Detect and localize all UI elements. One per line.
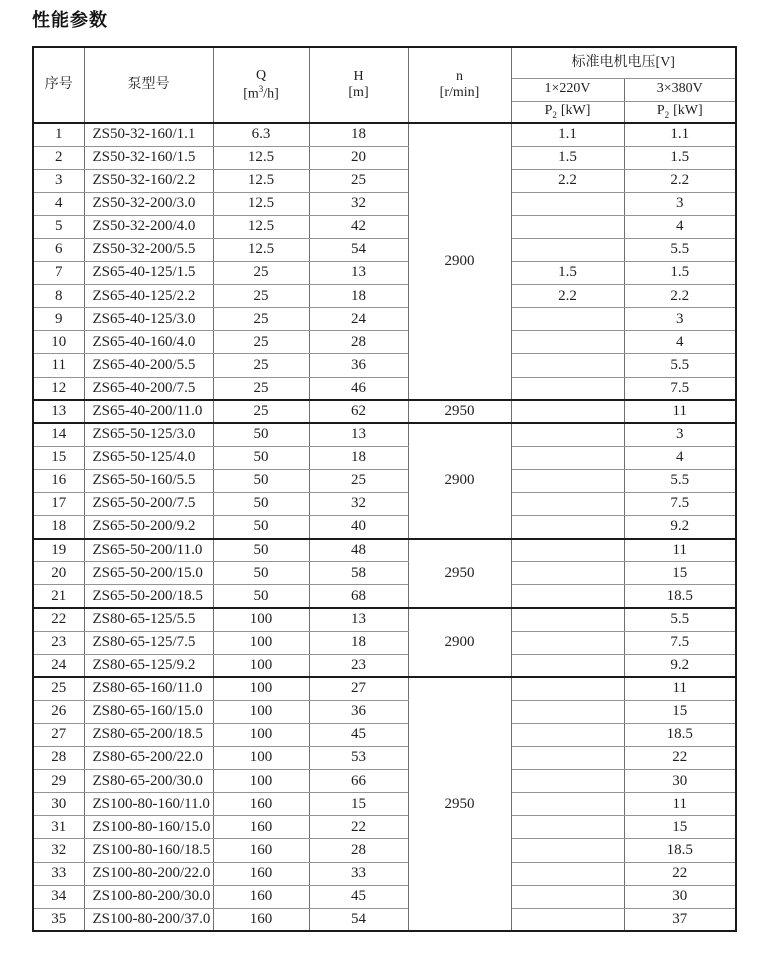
head-h-cell: 45 [309,885,408,908]
speed-n-cell: 2900 [408,423,511,538]
head-h-cell: 24 [309,308,408,331]
head-h-cell: 27 [309,677,408,700]
head-h-cell: 18 [309,446,408,469]
table-row [33,446,736,469]
table-row [33,123,736,146]
table-row [33,700,736,723]
p2-380v-cell: 22 [624,747,736,770]
h-symbol: H [353,68,364,84]
flow-q-cell: 12.5 [213,192,309,215]
head-h-cell: 42 [309,215,408,238]
table-row [33,377,736,400]
header-serial-number: 序号 [33,47,84,123]
serial-number-cell: 8 [33,285,84,308]
head-h-cell: 18 [309,285,408,308]
p2-220v-cell [511,192,624,215]
speed-n-cell: 2950 [408,539,511,608]
pump-model-cell: ZS65-40-125/3.0 [84,308,213,331]
flow-q-cell: 50 [213,469,309,492]
serial-number-cell: 5 [33,215,84,238]
table-row [33,816,736,839]
serial-number-cell: 23 [33,631,84,654]
flow-q-cell: 25 [213,331,309,354]
serial-number-cell: 22 [33,608,84,631]
pump-model-cell: ZS80-65-200/22.0 [84,747,213,770]
head-h-cell: 13 [309,423,408,446]
pump-model-cell: ZS65-50-200/11.0 [84,539,213,562]
p2-220v-cell [511,700,624,723]
head-h-cell: 25 [309,469,408,492]
pump-model-cell: ZS65-50-200/18.5 [84,585,213,608]
p2-220v-cell [511,331,624,354]
flow-q-cell: 12.5 [213,169,309,192]
table-row [33,539,736,562]
p2-380v-cell: 15 [624,562,736,585]
pump-model-cell: ZS100-80-160/18.5 [84,839,213,862]
p2-220v-cell: 1.5 [511,146,624,169]
pump-model-cell: ZS65-40-200/11.0 [84,400,213,423]
flow-q-cell: 160 [213,793,309,816]
head-h-cell: 15 [309,793,408,816]
table-row [33,400,736,423]
table-row [33,262,736,285]
p2-380v-cell: 3 [624,423,736,446]
p2-380v-cell: 11 [624,539,736,562]
head-h-cell: 25 [309,169,408,192]
p2-220v-cell [511,377,624,400]
serial-number-cell: 9 [33,308,84,331]
pump-model-cell: ZS100-80-200/22.0 [84,862,213,885]
serial-number-cell: 14 [33,423,84,446]
p2-220v-cell [511,238,624,261]
p2-380v-cell: 4 [624,446,736,469]
p2-220v-cell: 1.1 [511,123,624,146]
pump-model-cell: ZS65-40-125/1.5 [84,262,213,285]
p2-220v-cell [511,839,624,862]
head-h-cell: 28 [309,331,408,354]
header-voltage-220: 1×220V [511,78,624,101]
p2-220v-cell [511,562,624,585]
p2-380v-cell: 5.5 [624,608,736,631]
table-row [33,677,736,700]
header-voltage-380: 3×380V [624,78,736,101]
n-symbol: n [456,68,463,84]
serial-number-cell: 20 [33,562,84,585]
table-row [33,793,736,816]
flow-q-cell: 160 [213,816,309,839]
flow-q-cell: 50 [213,446,309,469]
serial-number-cell: 6 [33,238,84,261]
flow-q-cell: 100 [213,747,309,770]
speed-n-cell: 2950 [408,400,511,423]
head-h-cell: 28 [309,839,408,862]
serial-number-cell: 34 [33,885,84,908]
flow-q-cell: 100 [213,700,309,723]
table-row [33,885,736,908]
head-h-cell: 48 [309,539,408,562]
pump-model-cell: ZS80-65-160/11.0 [84,677,213,700]
serial-number-cell: 3 [33,169,84,192]
head-h-cell: 36 [309,354,408,377]
flow-q-cell: 12.5 [213,146,309,169]
speed-n-cell: 2900 [408,608,511,677]
flow-q-cell: 50 [213,423,309,446]
head-h-cell: 66 [309,770,408,793]
performance-table [32,46,737,932]
table-row [33,146,736,169]
p2-220v-cell [511,539,624,562]
flow-q-cell: 25 [213,308,309,331]
header-pump-model: 泵型号 [84,47,213,123]
pump-model-cell: ZS80-65-125/7.5 [84,631,213,654]
serial-number-cell: 11 [33,354,84,377]
pump-model-cell: ZS65-50-200/15.0 [84,562,213,585]
pump-model-cell: ZS65-40-125/2.2 [84,285,213,308]
serial-number-cell: 1 [33,123,84,146]
p2-380v-cell: 37 [624,908,736,931]
head-h-cell: 68 [309,585,408,608]
p2-380v-cell: 22 [624,862,736,885]
table-row [33,285,736,308]
flow-q-cell: 50 [213,493,309,516]
table-row [33,469,736,492]
table-row [33,562,736,585]
p2-380v-cell: 9.2 [624,516,736,539]
head-h-cell: 18 [309,123,408,146]
serial-number-cell: 25 [33,677,84,700]
table-row [33,862,736,885]
head-h-cell: 13 [309,608,408,631]
serial-number-cell: 21 [33,585,84,608]
p2-220v-cell [511,885,624,908]
serial-number-cell: 17 [33,493,84,516]
header-speed-n [408,47,511,123]
serial-number-cell: 28 [33,747,84,770]
flow-q-cell: 100 [213,608,309,631]
pump-model-cell: ZS80-65-200/30.0 [84,770,213,793]
flow-q-cell: 50 [213,516,309,539]
serial-number-cell: 12 [33,377,84,400]
p2-380v-cell: 11 [624,400,736,423]
head-h-cell: 54 [309,908,408,931]
p2-380v-cell: 30 [624,885,736,908]
table-row [33,354,736,377]
p2-380v-cell: 3 [624,192,736,215]
pump-model-cell: ZS80-65-125/9.2 [84,654,213,677]
pump-model-cell: ZS80-65-125/5.5 [84,608,213,631]
head-h-cell: 20 [309,146,408,169]
p2-220v-cell [511,354,624,377]
serial-number-cell: 10 [33,331,84,354]
pump-model-cell: ZS65-40-200/7.5 [84,377,213,400]
p2-220v-cell [511,816,624,839]
table-row [33,516,736,539]
flow-q-cell: 25 [213,377,309,400]
p2-380v-cell: 18.5 [624,839,736,862]
pump-model-cell: ZS50-32-160/1.1 [84,123,213,146]
serial-number-cell: 35 [33,908,84,931]
serial-number-cell: 24 [33,654,84,677]
header-p2-380: $P_2$ [kW] [624,101,736,123]
header-head-h [309,47,408,123]
table-row [33,839,736,862]
p2-380v-cell: 7.5 [624,631,736,654]
pump-model-cell: ZS65-50-125/3.0 [84,423,213,446]
header-p2-220: $P_2$ [kW] [511,101,624,123]
p2-220v-cell [511,654,624,677]
head-h-cell: 23 [309,654,408,677]
p2-380v-cell: 5.5 [624,238,736,261]
p2-220v-cell [511,215,624,238]
p2-380v-cell: 15 [624,816,736,839]
p2-380v-cell: 9.2 [624,654,736,677]
p2-380v-cell: 4 [624,331,736,354]
p2-380v-cell: 5.5 [624,469,736,492]
page-title: 性能参数 [32,10,108,31]
p2-380v-cell: 1.5 [624,262,736,285]
head-h-cell: 13 [309,262,408,285]
table-row [33,654,736,677]
p2-220v-cell [511,446,624,469]
flow-q-cell: 25 [213,262,309,285]
p2-220v-cell [511,469,624,492]
head-h-cell: 53 [309,747,408,770]
header-flow-q [213,47,309,123]
head-h-cell: 22 [309,816,408,839]
table-row [33,331,736,354]
p2-380v-cell: 7.5 [624,493,736,516]
flow-q-cell: 160 [213,862,309,885]
p2-220v-cell [511,631,624,654]
p2-380v-cell: 2.2 [624,169,736,192]
p2-380v-cell: 4 [624,215,736,238]
p2-220v-cell [511,585,624,608]
q-unit: $[m^3/h]$ [243,83,279,102]
p2-380v-cell: 1.1 [624,123,736,146]
p2-380v-cell: 18.5 [624,585,736,608]
p2-380v-cell: 5.5 [624,354,736,377]
head-h-cell: 40 [309,516,408,539]
p2-220v-cell [511,493,624,516]
flow-q-cell: 12.5 [213,215,309,238]
table-body [33,123,736,931]
pump-model-cell: ZS100-80-160/11.0 [84,793,213,816]
table-row [33,169,736,192]
table-row [33,908,736,931]
flow-q-cell: 6.3 [213,123,309,146]
pump-model-cell: ZS100-80-200/37.0 [84,908,213,931]
serial-number-cell: 16 [33,469,84,492]
pump-model-cell: ZS65-40-160/4.0 [84,331,213,354]
flow-q-cell: 25 [213,285,309,308]
p2-220v-cell [511,608,624,631]
table-row [33,631,736,654]
pump-model-cell: ZS50-32-200/3.0 [84,192,213,215]
flow-q-cell: 160 [213,908,309,931]
flow-q-cell: 100 [213,770,309,793]
table-row [33,238,736,261]
head-h-cell: 54 [309,238,408,261]
p2-380v-cell: 7.5 [624,377,736,400]
head-h-cell: 18 [309,631,408,654]
p2-220v-cell [511,747,624,770]
head-h-cell: 46 [309,377,408,400]
flow-q-cell: 100 [213,654,309,677]
head-h-cell: 32 [309,192,408,215]
table-row [33,215,736,238]
serial-number-cell: 7 [33,262,84,285]
serial-number-cell: 15 [33,446,84,469]
p2-220v-cell [511,516,624,539]
p2-380v-cell: 15 [624,700,736,723]
p2-220v-cell [511,770,624,793]
serial-number-cell: 31 [33,816,84,839]
table-row [33,747,736,770]
head-h-cell: 45 [309,723,408,746]
p2-380v-cell: 30 [624,770,736,793]
flow-q-cell: 25 [213,400,309,423]
pump-model-cell: ZS65-40-200/5.5 [84,354,213,377]
pump-model-cell: ZS50-32-200/5.5 [84,238,213,261]
pump-model-cell: ZS80-65-160/15.0 [84,700,213,723]
q-symbol: Q [255,67,267,83]
p2-220v-cell: 1.5 [511,262,624,285]
p2-220v-cell [511,793,624,816]
pump-model-cell: ZS65-50-200/7.5 [84,493,213,516]
speed-n-cell: 2950 [408,677,511,931]
p2-220v-cell [511,723,624,746]
head-h-cell: 36 [309,700,408,723]
pump-model-cell: ZS50-32-160/2.2 [84,169,213,192]
serial-number-cell: 26 [33,700,84,723]
table-row [33,770,736,793]
p2-380v-cell: 18.5 [624,723,736,746]
pump-model-cell: ZS65-50-160/5.5 [84,469,213,492]
pump-model-cell: ZS65-50-200/9.2 [84,516,213,539]
flow-q-cell: 25 [213,354,309,377]
pump-model-cell: ZS100-80-200/30.0 [84,885,213,908]
table-row [33,308,736,331]
serial-number-cell: 27 [33,723,84,746]
head-h-cell: 62 [309,400,408,423]
serial-number-cell: 32 [33,839,84,862]
serial-number-cell: 13 [33,400,84,423]
p2-380v-cell: 2.2 [624,285,736,308]
pump-model-cell: ZS50-32-160/1.5 [84,146,213,169]
p2-220v-cell [511,908,624,931]
head-h-cell: 33 [309,862,408,885]
table-row [33,423,736,446]
p2-380v-cell: 3 [624,308,736,331]
pump-model-cell: ZS50-32-200/4.0 [84,215,213,238]
table-row [33,192,736,215]
flow-q-cell: 50 [213,585,309,608]
serial-number-cell: 29 [33,770,84,793]
flow-q-cell: 100 [213,631,309,654]
h-unit: [m] [348,85,369,100]
p2-220v-cell [511,862,624,885]
p2-380v-cell: 11 [624,793,736,816]
serial-number-cell: 30 [33,793,84,816]
n-unit: [r/min] [439,85,480,100]
p2-220v-cell [511,400,624,423]
header-motor-voltage-group: 标准电机电压[V] [511,47,736,78]
pump-model-cell: ZS80-65-200/18.5 [84,723,213,746]
table-row [33,608,736,631]
p2-220v-cell [511,677,624,700]
serial-number-cell: 2 [33,146,84,169]
p2-380v-cell: 11 [624,677,736,700]
p2-380v-cell: 1.5 [624,146,736,169]
table-header [33,47,736,123]
flow-q-cell: 50 [213,539,309,562]
p2-220v-cell [511,308,624,331]
p2-220v-cell: 2.2 [511,285,624,308]
pump-model-cell: ZS65-50-125/4.0 [84,446,213,469]
head-h-cell: 58 [309,562,408,585]
p2-220v-cell: 2.2 [511,169,624,192]
table-row [33,493,736,516]
flow-q-cell: 100 [213,723,309,746]
speed-n-cell: 2900 [408,123,511,400]
flow-q-cell: 12.5 [213,238,309,261]
serial-number-cell: 18 [33,516,84,539]
serial-number-cell: 19 [33,539,84,562]
p2-220v-cell [511,423,624,446]
table-row [33,723,736,746]
pump-model-cell: ZS100-80-160/15.0 [84,816,213,839]
serial-number-cell: 33 [33,862,84,885]
head-h-cell: 32 [309,493,408,516]
serial-number-cell: 4 [33,192,84,215]
table-row [33,585,736,608]
flow-q-cell: 100 [213,677,309,700]
flow-q-cell: 160 [213,839,309,862]
flow-q-cell: 160 [213,885,309,908]
flow-q-cell: 50 [213,562,309,585]
